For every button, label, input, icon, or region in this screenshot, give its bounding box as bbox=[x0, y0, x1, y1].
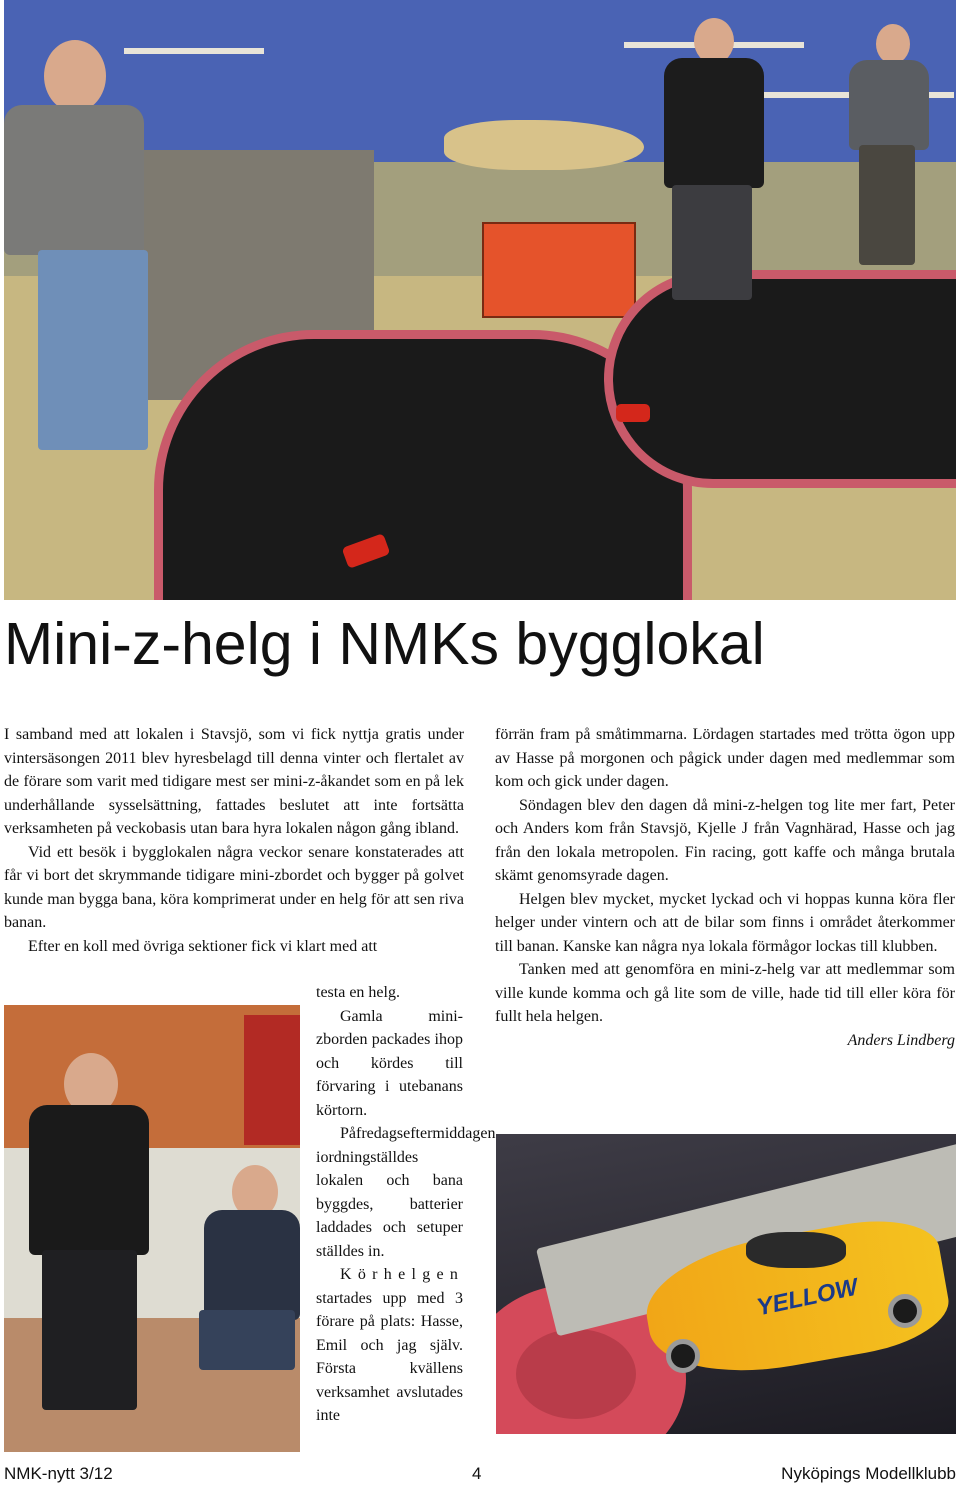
red-cabinet bbox=[244, 1015, 300, 1145]
orange-cabinet bbox=[482, 222, 636, 318]
paragraph bbox=[316, 1263, 463, 1428]
author-signature: Anders Lindberg bbox=[847, 1031, 955, 1049]
photo-minicar-closeup bbox=[496, 1134, 956, 1434]
footer-issue: NMK-nytt 3/12 bbox=[4, 1464, 113, 1483]
race-track bbox=[604, 270, 956, 488]
photo-drivers bbox=[4, 1005, 300, 1452]
car-wheel bbox=[888, 1294, 922, 1328]
foam-barrier bbox=[516, 1329, 636, 1419]
paragraph: Gamla mini-zborden packades ihop och kördes till förvaring i utebanans körtorn. bbox=[316, 1007, 463, 1119]
car-wheel bbox=[666, 1339, 700, 1373]
paragraph: Påfredagseftermiddagen iordningställdes lokalen och bana byggdes, batterier laddades och setuper ställdes in. bbox=[316, 1125, 496, 1260]
paragraph-rest: startades upp med 3 förare på plats: Hasse, Emil och jag själv. Första kvällens verksamhet avslutades inte bbox=[316, 1289, 463, 1424]
article-headline: Mini-z-helg i NMKs bygglokal bbox=[4, 611, 765, 677]
paragraph: Helgen blev mycket, mycket lyckad och vi hoppas kunna köra fler helger under vintern och att de bilar som finns i området återkommer till banan. Kanske kan några nya lokala förmågor lockas till klubben. bbox=[495, 890, 955, 955]
spaced-word: Körhelgen bbox=[340, 1266, 465, 1283]
paragraph: Tanken med att genomföra en mini-z-helg var att medlemmar som ville kunde komma och gå lite som de ville, hade tid till eller köra för fullt hela helgen. bbox=[495, 961, 955, 1025]
rc-car bbox=[616, 404, 650, 422]
paragraph: Söndagen blev den dagen då mini-z-helgen tog lite mer fart, Peter och Anders kom från Stavsjö, Kjelle J från Vagnhärad, Hasse och jag från den lokala metropolen. Fin racing, gott kaffe och många brutala skämt genomsyrade dagen. bbox=[495, 796, 955, 884]
paragraph: Vid ett besök i bygglokalen några veckor senare konstaterades att får vi bort det skrymmande tidigare mini-zbordet och bygger på golvet kunde man bygga bana, köra komprimerat under en helg för att sen riva banan. bbox=[4, 843, 464, 931]
footer-club-name: Nyköpings Modellklubb bbox=[781, 1464, 956, 1483]
article-column-2 bbox=[495, 723, 955, 1052]
footer-page-number: 4 bbox=[472, 1464, 482, 1483]
paragraph: testa en helg. bbox=[316, 984, 400, 1001]
paragraph: förrän fram på småtimmarna. Lördagen startades med trötta ögon upp av Hasse på morgonen och pågick under dagen med medlemmar som kom och gick under dagen. bbox=[495, 726, 955, 790]
paragraph: Efter en koll med övriga sektioner fick vi klart med att bbox=[28, 937, 378, 955]
model-plane bbox=[444, 120, 644, 170]
article-column-1-continued bbox=[316, 981, 496, 1428]
car-window bbox=[746, 1232, 846, 1268]
shelf bbox=[124, 48, 264, 54]
paragraph: I samband med att lokalen i Stavsjö, som vi fick nyttja gratis under vintersäsongen 2011 blev hyresbelagd till denna vinter och flertalet av de förare som varit med tidigare mest ser mini-z-åkandet som en på lek underhållande sysselsättning, fattades beslutet att inte fortsätta verksamheten på veckobasis utan bara hyra lokalen någon gång ibland. bbox=[4, 726, 464, 837]
car-decal-text: YELLOW bbox=[754, 1273, 861, 1322]
article-column-1 bbox=[4, 723, 464, 958]
photo-track-workshop bbox=[4, 0, 956, 600]
